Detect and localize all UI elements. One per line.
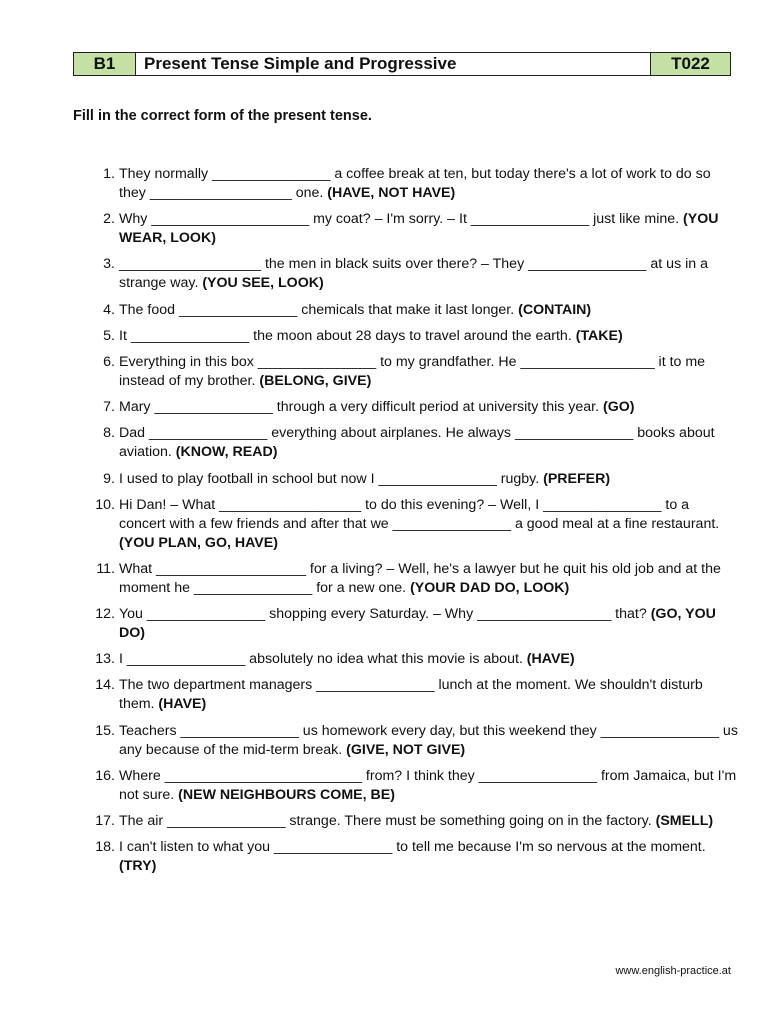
exercise-text: They normally _______________ a coffee break at ten, but today there's a lot of work to do so they __________________ one.	[119, 166, 711, 201]
exercise-text: I _______________ absolutely no idea what this movie is about.	[119, 651, 523, 668]
exercise-item	[73, 165, 738, 203]
exercise-hint: (TRY)	[119, 858, 157, 875]
worksheet-header	[73, 52, 731, 76]
worksheet-code: T022	[651, 53, 730, 75]
exercise-text: Mary _______________ through a very difficult period at university this year.	[119, 399, 600, 416]
footer-url: www.english-practice.at	[615, 965, 731, 977]
exercise-number: 2.	[103, 211, 115, 228]
exercise-hint: (GO, YOU DO)	[119, 606, 716, 642]
exercise-number: 18.	[95, 839, 115, 856]
exercise-number: 17.	[95, 813, 115, 829]
exercise-text: Hi Dan! – What __________________ to do this evening? – Well, I _______________ to a concert with a few friends and after that we _______________ a good meal at a fine restaurant.	[119, 496, 720, 532]
exercise-number: 15.	[95, 722, 115, 739]
exercise-hint: (PREFER)	[543, 470, 611, 487]
exercise-item	[73, 424, 738, 462]
exercise-number: 5.	[103, 327, 115, 344]
level-badge: B1	[74, 53, 136, 75]
exercise-number: 10.	[95, 496, 115, 513]
exercise-item	[73, 812, 738, 831]
exercise-text: The food _______________ chemicals that make it last longer.	[119, 301, 515, 318]
exercise-hint: (YOUR DAD DO, LOOK)	[406, 579, 570, 596]
exercise-text: Dad _______________ everything about airplanes. He always _______________ books about aviation.	[119, 425, 715, 461]
exercise-item	[73, 255, 738, 293]
exercise-hint: (YOU PLAN, GO, HAVE)	[119, 534, 278, 551]
exercise-item	[73, 496, 738, 553]
exercise-hint: (CONTAIN)	[514, 301, 592, 318]
exercise-item	[73, 650, 738, 669]
exercise-text: __________________ the men in black suits over there? – They _______________ at us in a strange way.	[119, 256, 708, 292]
exercise-item	[73, 301, 738, 320]
exercise-hint: (GO)	[599, 399, 635, 416]
exercise-number: 7.	[103, 399, 115, 416]
worksheet-title: Present Tense Simple and Progressive	[136, 53, 651, 75]
exercise-text: Teachers _______________ us homework every day, but this weekend they _______________ us any because of the mid-term break.	[119, 722, 738, 758]
exercise-number: 1.	[103, 166, 115, 182]
exercise-number: 14.	[95, 677, 115, 694]
exercise-item	[73, 327, 738, 346]
exercise-item	[73, 398, 738, 417]
exercise-number: 16.	[95, 767, 115, 784]
exercise-list	[73, 165, 738, 883]
exercise-number: 13.	[95, 651, 115, 668]
exercise-number: 9.	[103, 470, 115, 487]
exercise-text: What ___________________ for a living? – Well, he's a lawyer but he quit his old job and at the moment he _______________ for a new one.	[119, 560, 721, 596]
exercise-text: It _______________ the moon about 28 days to travel around the earth.	[119, 327, 572, 344]
exercise-hint: (HAVE, NOT HAVE)	[323, 185, 456, 201]
exercise-text: Everything in this box _______________ to my grandfather. He _________________ it to me instead of my brother.	[119, 353, 706, 389]
exercise-hint: (TAKE)	[571, 327, 623, 344]
exercise-text: Why ____________________ my coat? – I'm sorry. – It _______________ just like mine.	[119, 211, 680, 228]
exercise-hint: (NEW NEIGHBOURS COME, BE)	[174, 786, 395, 803]
exercise-text: The air _______________ strange. There must be something going on in the factory.	[119, 813, 652, 829]
exercise-item	[73, 676, 738, 714]
exercise-text: I used to play football in school but now I _______________ rugby.	[119, 470, 544, 487]
exercise-hint: (GIVE, NOT GIVE)	[342, 741, 466, 758]
exercise-number: 11.	[96, 560, 115, 577]
exercise-text: The two department managers _______________ lunch at the moment. We shouldn't disturb them.	[119, 677, 703, 713]
exercise-text: You _______________ shopping every Saturday. – Why _________________ that?	[119, 606, 647, 623]
exercise-hint: (HAVE)	[522, 651, 575, 668]
exercise-text: I can't listen to what you _______________ to tell me because I'm so nervous at the moment.	[119, 839, 706, 856]
exercise-item	[73, 722, 738, 760]
exercise-item	[73, 767, 738, 805]
instruction-text: Fill in the correct form of the present tense.	[73, 108, 372, 124]
exercise-item	[73, 605, 738, 643]
exercise-number: 4.	[103, 301, 115, 318]
exercise-hint: (YOU WEAR, LOOK)	[119, 211, 719, 247]
exercise-item	[73, 470, 738, 489]
exercise-item	[73, 560, 738, 598]
exercise-item	[73, 838, 738, 876]
exercise-hint: (BELONG, GIVE)	[255, 372, 372, 389]
exercise-number: 6.	[103, 353, 115, 370]
exercise-hint: (SMELL)	[651, 813, 714, 829]
exercise-hint: (YOU SEE, LOOK)	[198, 275, 324, 292]
exercise-item	[73, 210, 738, 248]
exercise-hint: (HAVE)	[154, 696, 207, 713]
exercise-item	[73, 353, 738, 391]
exercise-hint: (KNOW, READ)	[175, 444, 278, 461]
exercise-number: 8.	[103, 425, 115, 442]
exercise-text: Where _________________________ from? I think they _______________ from Jamaica, but I'm not sure.	[119, 767, 737, 803]
exercise-number: 12.	[95, 606, 115, 623]
exercise-number: 3.	[103, 256, 115, 273]
